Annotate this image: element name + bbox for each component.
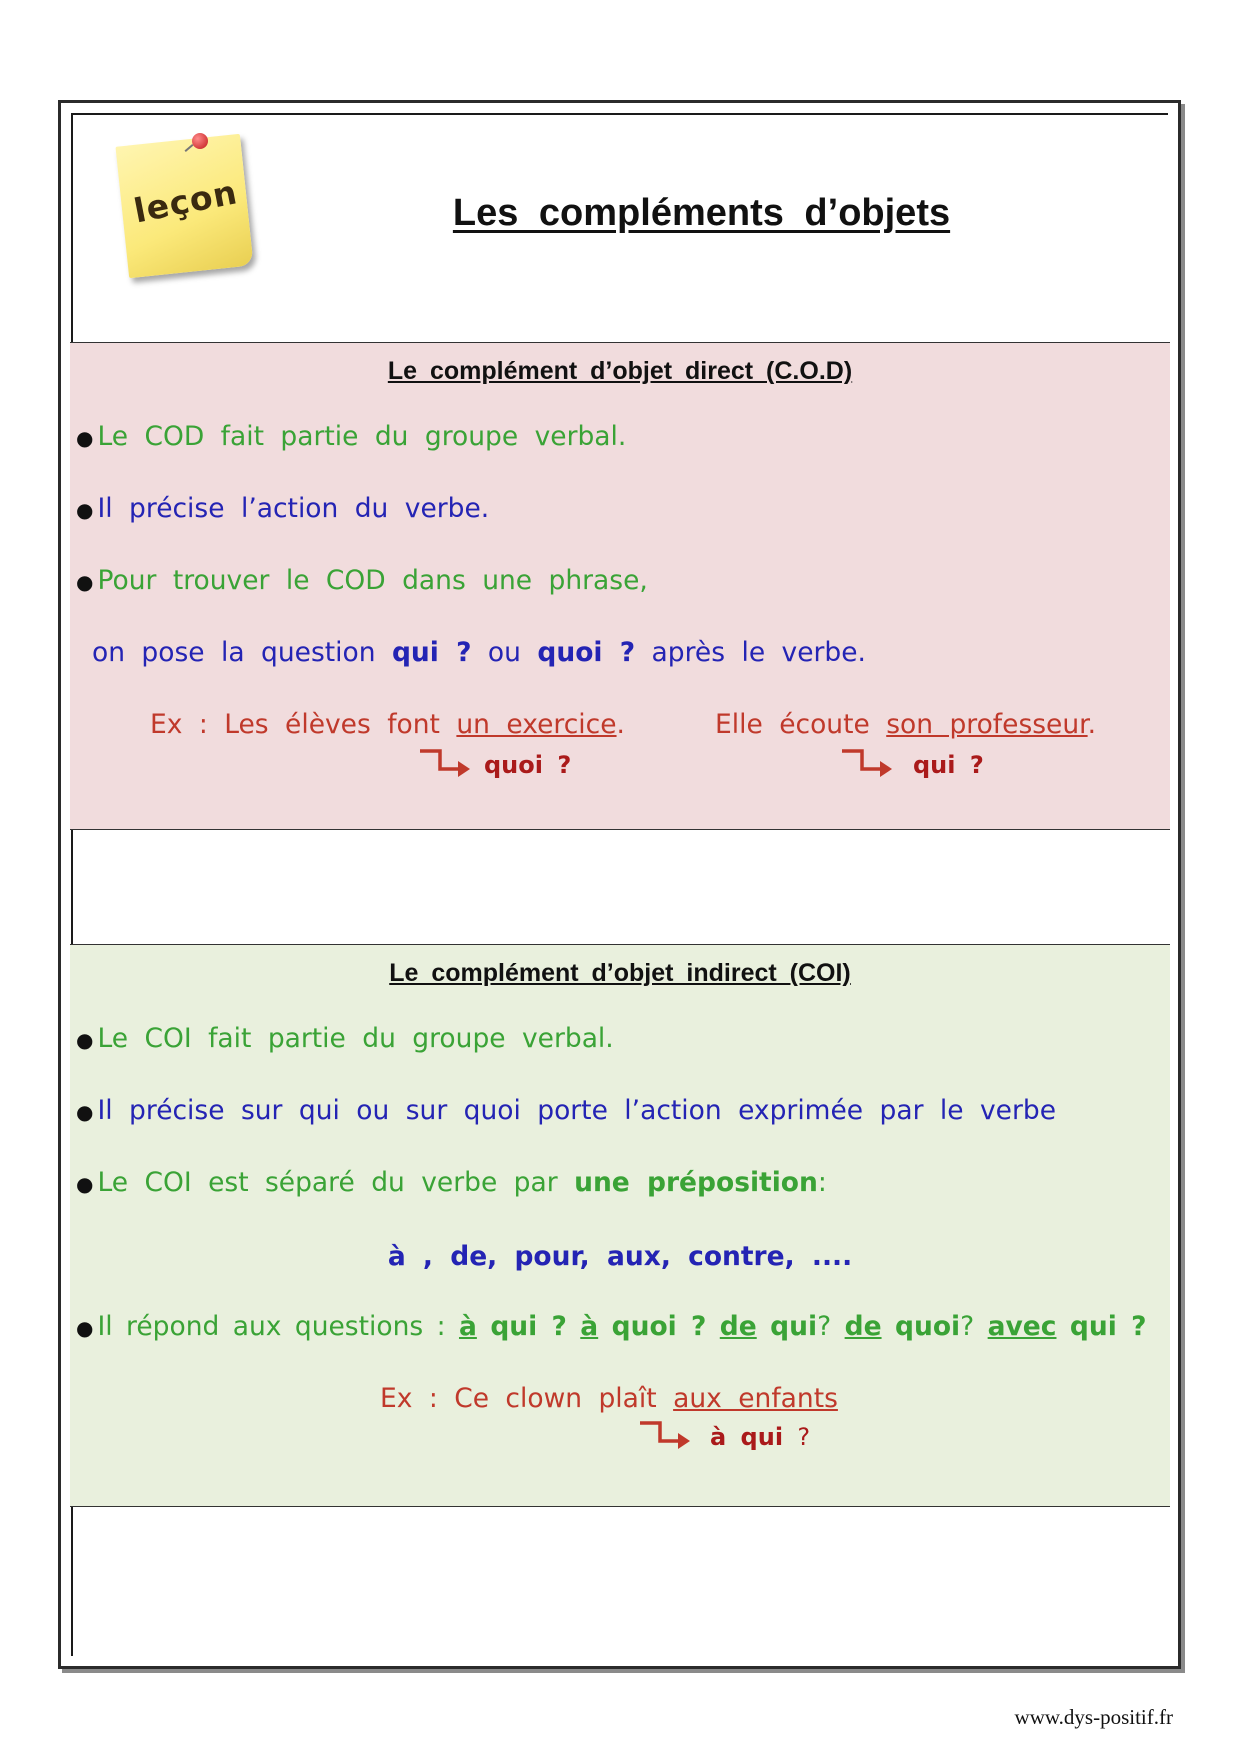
footer-website: www.dys-positif.fr xyxy=(1014,1705,1173,1729)
cod-ex2-end: . xyxy=(1087,709,1097,740)
coi-ex-answer xyxy=(710,1423,810,1451)
coi-preposition-term: une préposition xyxy=(574,1167,818,1198)
arrow-icon xyxy=(638,1419,694,1449)
coi-line-1 xyxy=(76,1023,614,1054)
cod-ex2-object: son professeur xyxy=(886,709,1088,740)
coi-line-5 xyxy=(76,1311,1146,1342)
cod-ou: ou xyxy=(487,637,521,668)
cod-line-4-end: après le verbe. xyxy=(651,637,866,668)
coi-q2-word: quoi ? xyxy=(611,1311,707,1342)
coi-line-2 xyxy=(76,1095,1056,1126)
cod-ex1-end: . xyxy=(616,709,625,740)
cod-example-1 xyxy=(150,709,625,740)
coi-q5-word: qui ? xyxy=(1069,1311,1147,1342)
cod-quoi: quoi ? xyxy=(537,637,636,668)
coi-q3-prep: de xyxy=(719,1311,757,1342)
coi-ex-start: Ex : Ce clown plaît xyxy=(380,1383,657,1414)
cod-line-1 xyxy=(76,421,626,452)
coi-ex-object: aux enfants xyxy=(673,1383,838,1414)
coi-line-1-text: Le COI fait partie du groupe verbal. xyxy=(97,1023,614,1054)
cod-line-2 xyxy=(76,493,489,524)
cod-example-2 xyxy=(715,709,1096,740)
cod-ex1-start: Ex : Les élèves font xyxy=(150,709,440,740)
cod-line-3-text: Pour trouver le COD dans une phrase, xyxy=(97,565,648,596)
bullet-icon: ● xyxy=(76,1172,94,1196)
bullet-icon: ● xyxy=(76,1316,94,1340)
cod-ex2-start: Elle écoute xyxy=(715,709,870,740)
coi-q3-mark: ? xyxy=(817,1311,832,1342)
coi-q1-prep: à xyxy=(458,1311,477,1342)
coi-prepositions-line xyxy=(70,1241,1170,1272)
bullet-icon: ● xyxy=(76,1100,94,1124)
cod-ex2-answer: qui ? xyxy=(913,751,984,779)
coi-q4-mark: ? xyxy=(960,1311,975,1342)
cod-line-3 xyxy=(76,565,648,596)
coi-q1-word: qui ? xyxy=(490,1311,567,1342)
coi-q5-prep: avec xyxy=(987,1311,1057,1342)
coi-line-3 xyxy=(76,1167,827,1198)
cod-line-4-start: on pose la question xyxy=(92,637,376,668)
coi-ex-answer-text: à qui xyxy=(710,1423,784,1451)
cod-line-1-text: Le COD fait partie du groupe verbal. xyxy=(97,421,627,452)
cod-line-4 xyxy=(92,637,866,668)
cod-section xyxy=(70,342,1170,830)
coi-ex-answer-mark: ? xyxy=(797,1423,811,1451)
coi-q4-word: quoi xyxy=(895,1311,961,1342)
coi-line-3-start: Le COI est séparé du verbe par xyxy=(97,1167,558,1198)
bullet-icon: ● xyxy=(76,498,94,522)
bullet-icon: ● xyxy=(76,1028,94,1052)
cod-ex1-answer: quoi ? xyxy=(484,751,572,779)
cod-ex1-object: un exercice xyxy=(456,709,617,740)
arrow-icon xyxy=(418,747,474,777)
cod-title: Le complément d’objet direct (C.O.D) xyxy=(387,357,853,385)
coi-section xyxy=(70,944,1170,1507)
cod-qui: qui ? xyxy=(391,637,472,668)
coi-line-3-colon: : xyxy=(817,1167,827,1198)
bullet-icon: ● xyxy=(76,426,94,450)
coi-prepositions: à , de, pour, aux, contre, .... xyxy=(387,1241,853,1272)
sticky-label: leçon xyxy=(130,172,241,231)
coi-example xyxy=(380,1383,838,1414)
coi-q2-prep: à xyxy=(580,1311,599,1342)
page-title: Les compléments d’objets xyxy=(452,192,951,234)
cod-line-2-text: Il précise l’action du verbe. xyxy=(97,493,490,524)
coi-q4-prep: de xyxy=(844,1311,882,1342)
coi-line-5-start: Il répond aux questions : xyxy=(97,1311,446,1342)
coi-title: Le complément d’objet indirect (COI) xyxy=(389,959,851,987)
arrow-icon xyxy=(840,747,896,777)
coi-q3-word: qui xyxy=(770,1311,818,1342)
bullet-icon: ● xyxy=(76,570,94,594)
pushpin-icon xyxy=(192,133,208,149)
coi-line-2-text: Il précise sur qui ou sur quoi porte l’action exprimée par le verbe xyxy=(97,1095,1056,1126)
